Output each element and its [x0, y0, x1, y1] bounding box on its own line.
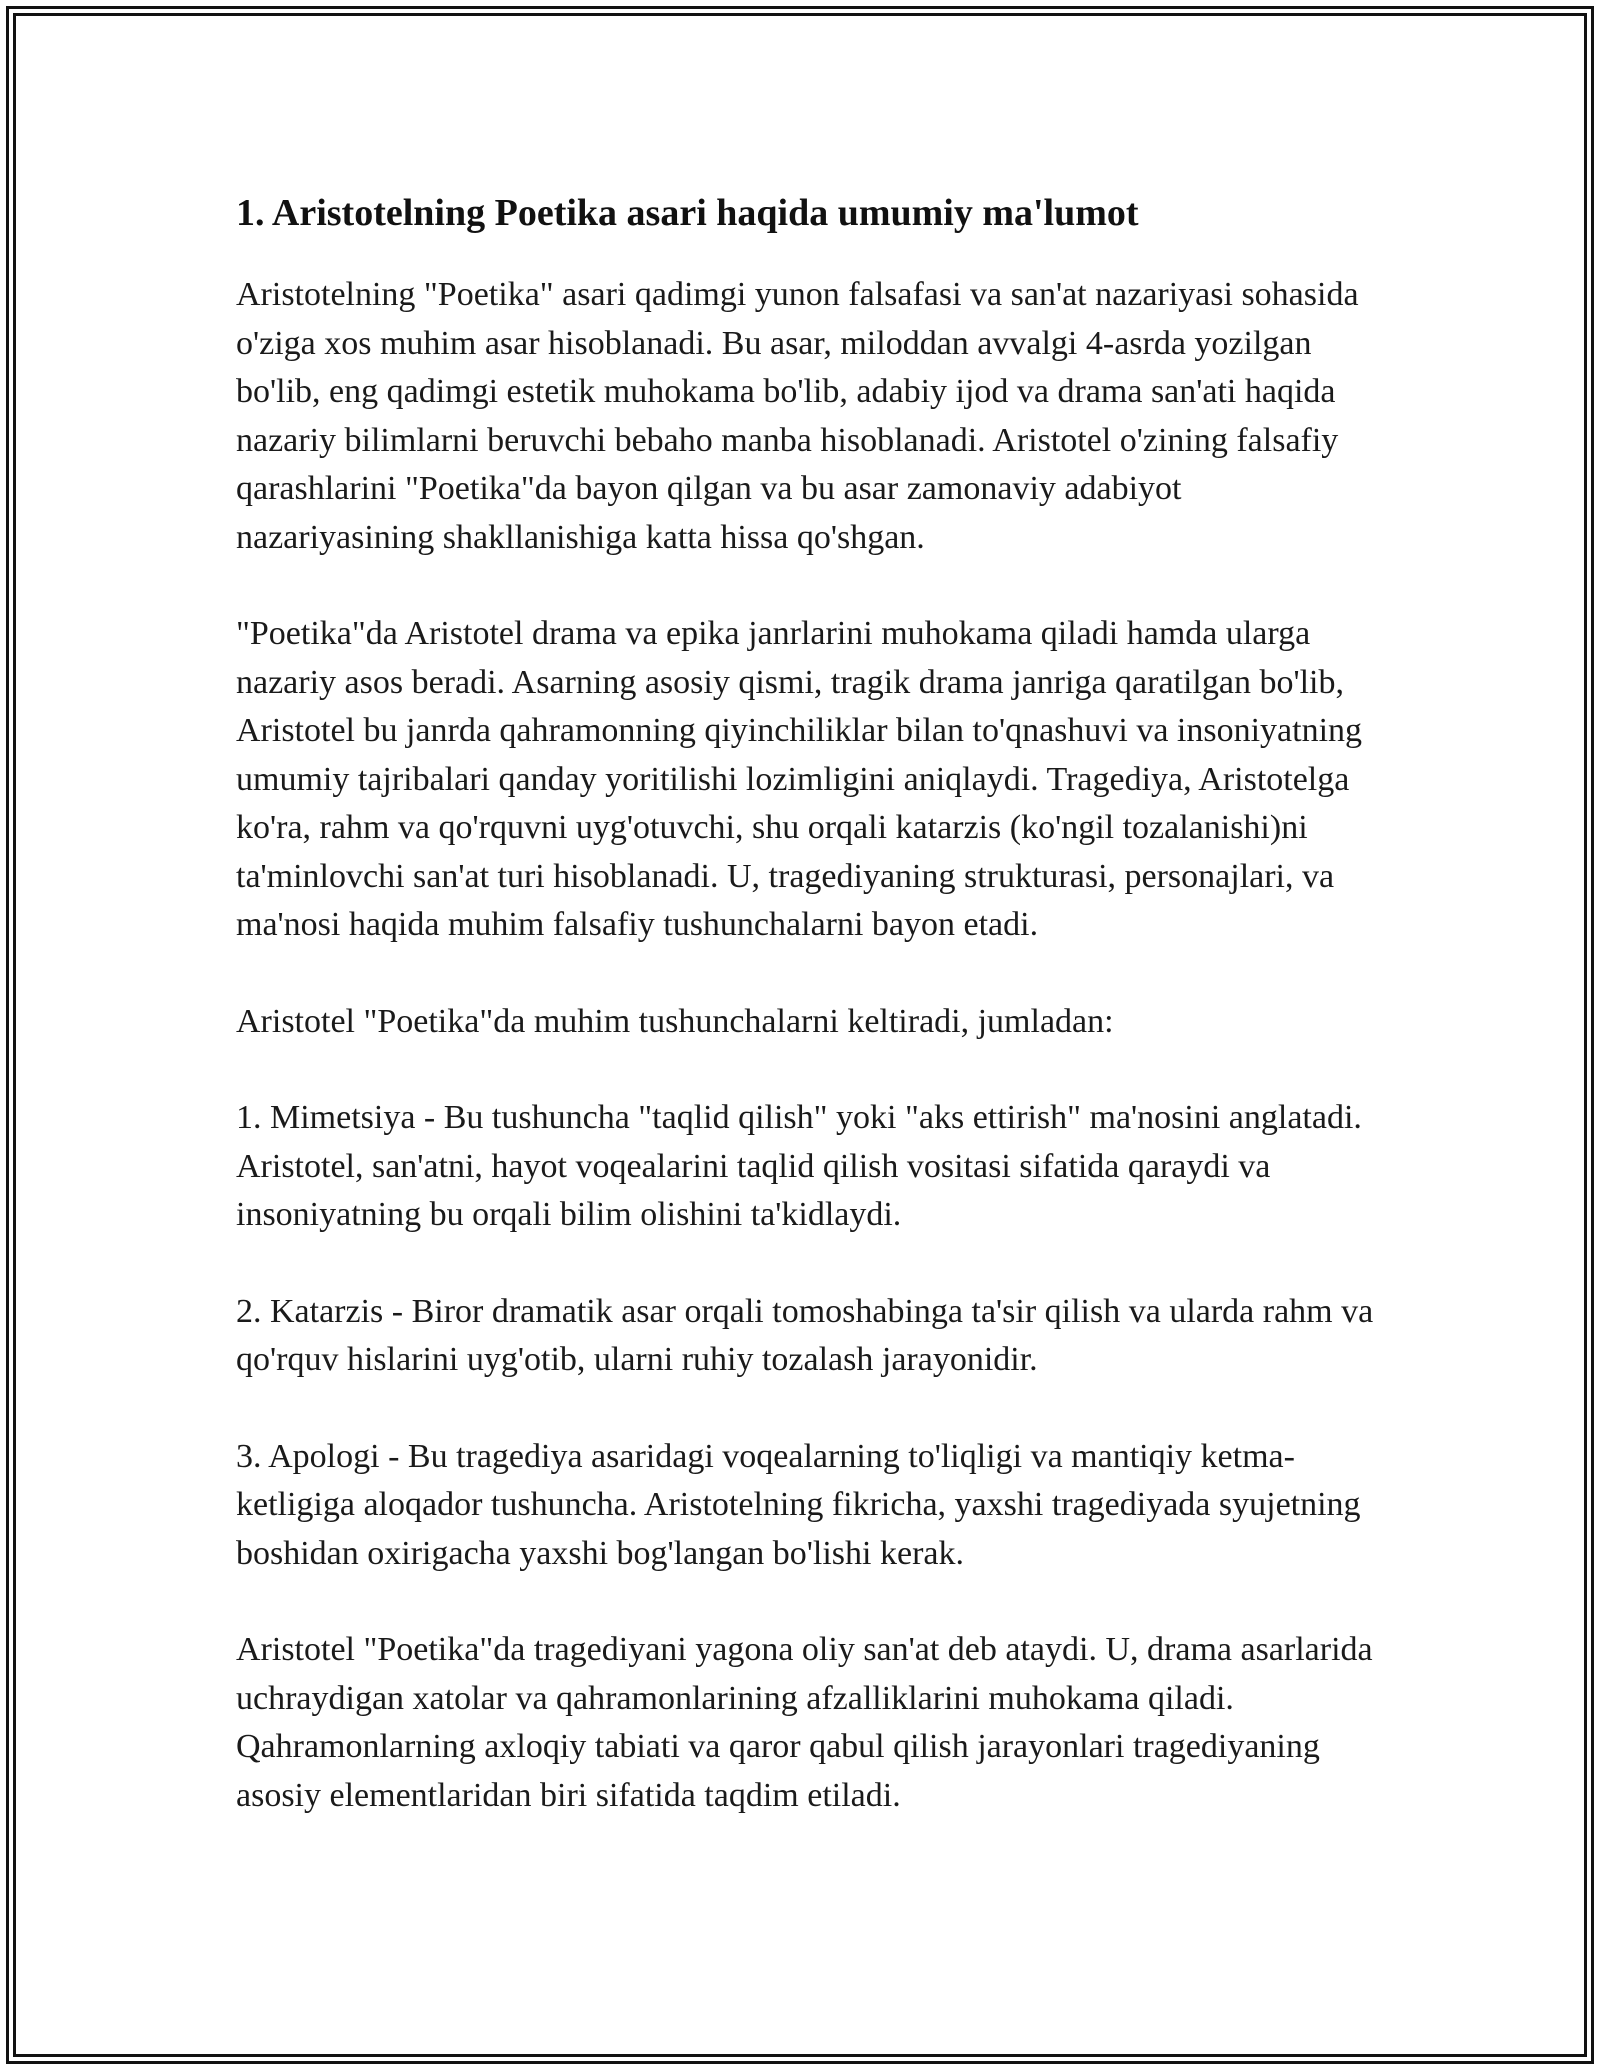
- paragraph-concepts-intro: Aristotel "Poetika"da muhim tushunchalarni keltiradi, jumladan:: [236, 1002, 1114, 1040]
- paragraph-genres: "Poetika"da Aristotel drama va epika janrlarini muhokama qiladi hamda ularga nazariy asos beradi. Asarning asosiy qismi, tragik drama janriga qaratilgan bo'lib, Aristotel bu janrda qahramonning qiyinchiliklar bilan to'qnashuvi va insoniyatning umumiy tajribalari qanday yoritilishi lozimligini aniqlaydi. Tragediya, Aristotelga ko'ra, rahm va qo'rquvni uyg'otuvchi, shu orqali katarzis (ko'ngil tozalanishi)ni ta'minlovchi san'at turi hisoblanadi. U, tragediyaning strukturasi, personajlari, va ma'nosi haqida muhim falsafiy tushunchalarni bayon etadi.: [236, 615, 1363, 943]
- paragraph-intro: Aristotelning "Poetika" asari qadimgi yunon falsafasi va san'at nazariyasi sohasida o'ziga xos muhim asar hisoblanadi. Bu asar, miloddan avvalgi 4-asrda yozilgan bo'lib, eng qadimgi estetik muhokama bo'lib, adabiy ijod va drama san'ati haqida nazariy bilimlarni beruvchi bebaho manba hisoblanadi. Aristotel o'zining falsafiy qarashlarini "Poetika"da bayon qilgan va bu asar zamonaviy adabiyot nazariyasining shakllanishiga katta hissa qo'shgan.: [236, 276, 1359, 556]
- list-item-apologi: 3. Apologi - Bu tragediya asaridagi voqealarning to'liqligi va mantiqiy ketma-ketligiga aloqador tushuncha. Aristotelning fikricha, yaxshi tragediyada syujetning boshidan oxirigacha yaxshi bog'langan bo'lishi kerak.: [236, 1437, 1361, 1572]
- list-item-catharsis: 2. Katarzis - Biror dramatik asar orqali tomoshabinga ta'sir qilish va ularda rahm va qo'rquv hislarini uyg'otib, ularni ruhiy tozalash jarayonidir.: [236, 1292, 1374, 1378]
- section-heading: 1. Aristotelning Poetika asari haqida umumiy ma'lumot: [236, 192, 1139, 234]
- document-body: [236, 185, 1386, 1868]
- list-item-mimesis: 1. Mimetsiya - Bu tushuncha "taqlid qilish" yoki "aks ettirish" ma'nosini anglatadi. Aristotel, san'atni, hayot voqealarini taqlid qilish vositasi sifatida qaraydi va insoniyatning bu orqali bilim olishini ta'kidlaydi.: [236, 1099, 1362, 1233]
- paragraph-conclusion: Aristotel "Poetika"da tragediyani yagona oliy san'at deb ataydi. U, drama asarlarida uchraydigan xatolar va qahramonlarining afzalliklarini muhokama qiladi. Qahramonlarning axloqiy tabiati va qaror qabul qilish jarayonlari tragediyaning asosiy elementlaridan biri sifatida taqdim etiladi.: [236, 1631, 1373, 1814]
